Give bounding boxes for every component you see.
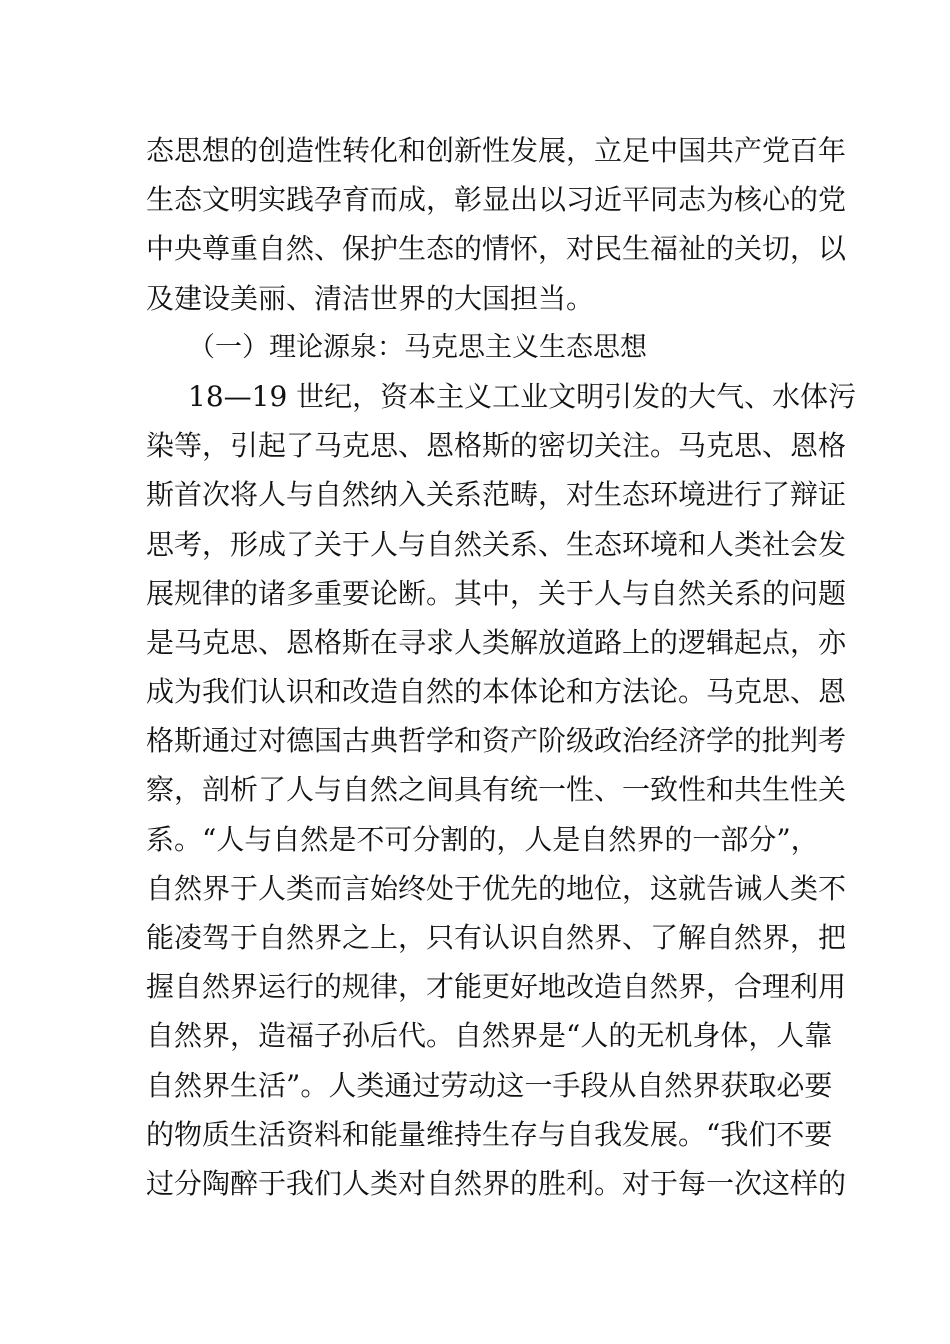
text-line: 成为我们认识和改造自然的本体论和方法论。马克思、恩 xyxy=(146,675,847,709)
section-heading: （一）理论源泉：马克思主义生态思想 xyxy=(188,331,647,363)
text-line: 握自然界运行的规律，才能更好地改造自然界，合理利用 xyxy=(146,970,847,1004)
body-text xyxy=(146,126,857,1208)
text-line: 的物质生活资料和能量维持生存与自我发展。“我们不要 xyxy=(146,1117,833,1151)
text-line: 能凌驾于自然界之上，只有认识自然界、了解自然界，把 xyxy=(146,921,847,954)
text-line: 染等，引起了马克思、恩格斯的密切关注。马克思、恩格 xyxy=(146,429,847,463)
text-line: 思考，形成了关于人与自然关系、生态环境和人类社会发 xyxy=(146,527,847,561)
text-line: 中央尊重自然、保护生态的情怀，对民生福祉的关切，以 xyxy=(146,232,847,266)
text-line: 格斯通过对德国古典哲学和资产阶级政治经济学的批判考 xyxy=(146,724,847,758)
text-line: 展规律的诸多重要论断。其中，关于人与自然关系的问题 xyxy=(146,576,847,610)
text-line: 自然界，造福子孙后代。自然界是“人的无机身体，人靠 xyxy=(146,1019,833,1053)
text-line: 系。“人与自然是不可分割的，人是自然界的一部分”， xyxy=(146,822,819,856)
text-line: 斯首次将人与自然纳入关系范畴，对生态环境进行了辩证 xyxy=(146,478,847,512)
text-line: 自然界于人类而言始终处于优先的地位，这就告诫人类不 xyxy=(146,871,847,905)
text-line: 及建设美丽、清洁世界的大国担当。 xyxy=(146,281,595,315)
text-line: 态思想的创造性转化和创新性发展，立足中国共产党百年 xyxy=(146,134,847,167)
text-line: 过分陶醉于我们人类对自然界的胜利。对于每一次这样的 xyxy=(146,1166,847,1200)
text-line: 是马克思、恩格斯在寻求人类解放道路上的逻辑起点，亦 xyxy=(146,625,847,659)
text-line: 生态文明实践孕育而成，彰显出以习近平同志为核心的党 xyxy=(146,183,847,217)
text-line: 察，剖析了人与自然之间具有统一性、一致性和共生性关 xyxy=(146,773,847,807)
text-line: 18—19 世纪，资本主义工业文明引发的大气、水体污 xyxy=(188,379,857,413)
text-line: 自然界生活”。人类通过劳动这一手段从自然界获取必要 xyxy=(146,1068,833,1102)
